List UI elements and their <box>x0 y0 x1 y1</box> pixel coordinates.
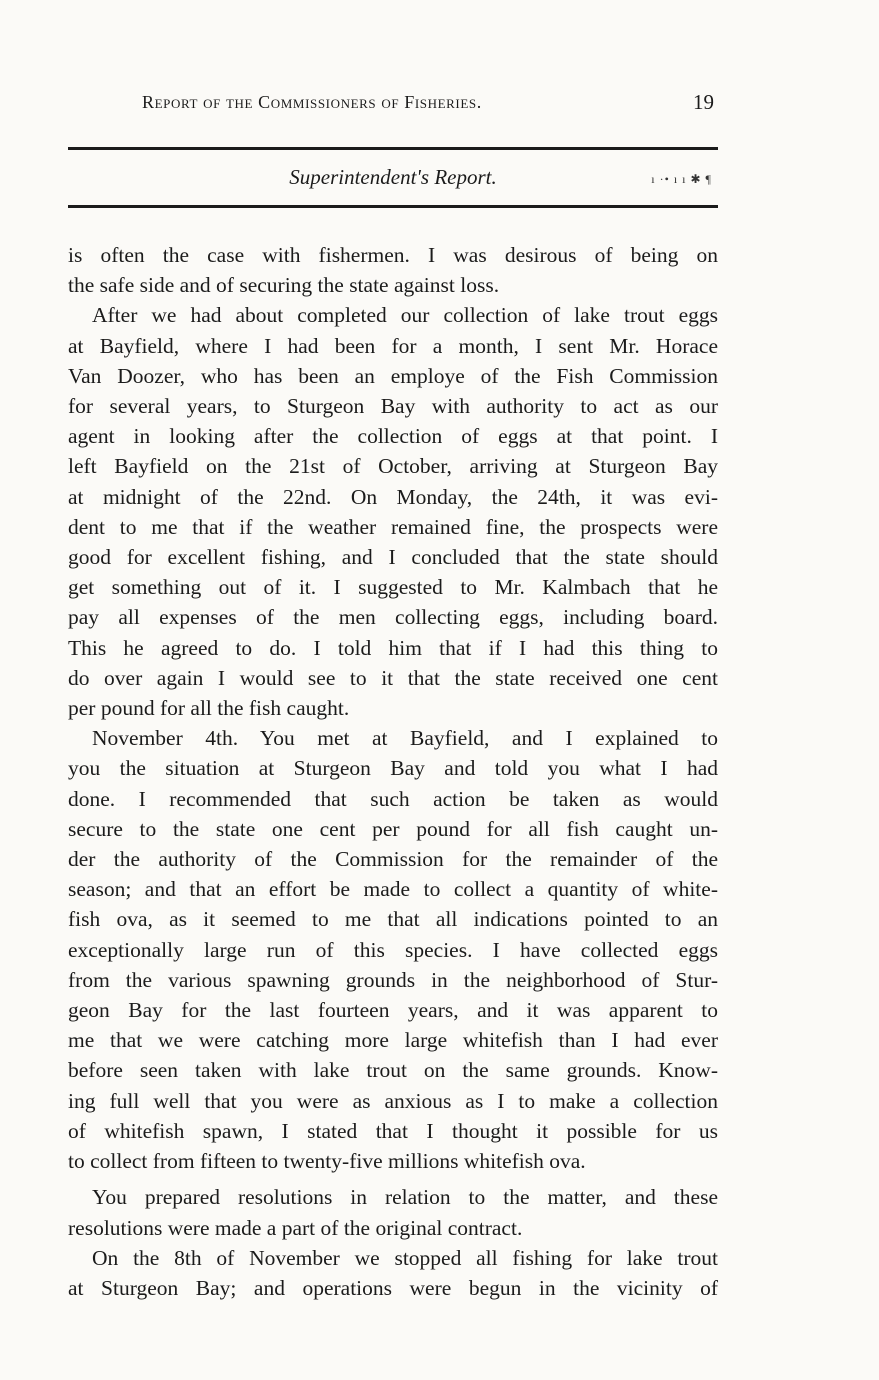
text-line: per pound for all the fish caught. <box>68 696 350 721</box>
text-line: der the authority of the Commission for the remainder of the <box>68 847 718 872</box>
text-line: secure to the state one cent per pound for all fish caught un- <box>68 816 718 841</box>
text-line: geon Bay for the last fourteen years, and it was apparent to <box>68 998 718 1023</box>
text-line: This he agreed to do. I told him that if I had this thing to <box>68 635 718 660</box>
text-line: On the 8th of November we stopped all fishing for lake trout <box>92 1245 718 1270</box>
text-line: for several years, to Sturgeon Bay with authority to act as our <box>68 394 718 419</box>
text-line: from the various spawning grounds in the neighborhood of Stur- <box>68 967 718 992</box>
text-line: at midnight of the 22nd. On Monday, the 24th, it was evi- <box>68 484 718 509</box>
page <box>68 0 718 1380</box>
text-line: get something out of it. I suggested to Mr. Kalmbach that he <box>68 575 718 600</box>
paragraph <box>68 240 718 300</box>
text-line: at Sturgeon Bay; and operations were begun in the vicinity of <box>68 1275 718 1300</box>
text-line: of whitefish spawn, I stated that I thought it possible for us <box>68 1118 718 1143</box>
text-line: you the situation at Sturgeon Bay and told you what I had <box>68 756 718 781</box>
text-line: resolutions were made a part of the original contract. <box>68 1215 523 1240</box>
paragraph <box>68 300 718 723</box>
paragraph <box>68 723 718 1176</box>
page-number: 19 <box>693 90 714 114</box>
running-title: Report of the Commissioners of Fisheries. <box>142 92 482 112</box>
text-line: pay all expenses of the men collecting eggs, including board. <box>68 605 718 630</box>
text-line: You prepared resolutions in relation to the matter, and these <box>92 1185 718 1210</box>
running-head <box>68 88 718 122</box>
text-line: agent in looking after the collection of eggs at that point. I <box>68 424 718 449</box>
text-line: dent to me that if the weather remained fine, the prospects were <box>68 514 718 539</box>
text-line: November 4th. You met at Bayfield, and I explained to <box>92 726 718 751</box>
text-line: to collect from fifteen to twenty-five millions whitefish ova. <box>68 1149 586 1174</box>
header-rule-top <box>68 147 718 150</box>
text-line: fish ova, as it seemed to me that all indications pointed to an <box>68 907 718 932</box>
paragraph <box>68 1182 718 1242</box>
header-rule-bottom <box>68 205 718 208</box>
text-line: Van Doozer, who has been an employe of the Fish Commission <box>68 363 718 388</box>
text-line: season; and that an effort be made to collect a quantity of white- <box>68 877 718 902</box>
text-line: the safe side and of securing the state against loss. <box>68 273 500 298</box>
section-title: Superintendent's Report. <box>289 165 497 189</box>
text-line: left Bayfield on the 21st of October, arriving at Sturgeon Bay <box>68 454 718 479</box>
body-text <box>68 240 718 1303</box>
text-line: before seen taken with lake trout on the same grounds. Know- <box>68 1058 718 1083</box>
text-line: at Bayfield, where I had been for a month, I sent Mr. Horace <box>68 333 718 358</box>
text-line: After we had about completed our collection of lake trout eggs <box>92 303 718 328</box>
text-line: do over again I would see to it that the state received one cent <box>68 665 718 690</box>
text-line: is often the case with fishermen. I was desirous of being on <box>68 243 718 267</box>
text-line: good for excellent fishing, and I concluded that the state should <box>68 545 718 570</box>
paragraph <box>68 1243 718 1303</box>
text-line: me that we were catching more large whitefish than I had ever <box>68 1028 718 1053</box>
text-line: done. I recommended that such action be taken as would <box>68 786 718 811</box>
margin-marks: ı ·• ı ı ✱ ¶ <box>651 172 712 186</box>
text-line: exceptionally large run of this species. I have collected eggs <box>68 937 718 962</box>
text-line: ing full well that you were as anxious as I to make a collection <box>68 1088 718 1113</box>
